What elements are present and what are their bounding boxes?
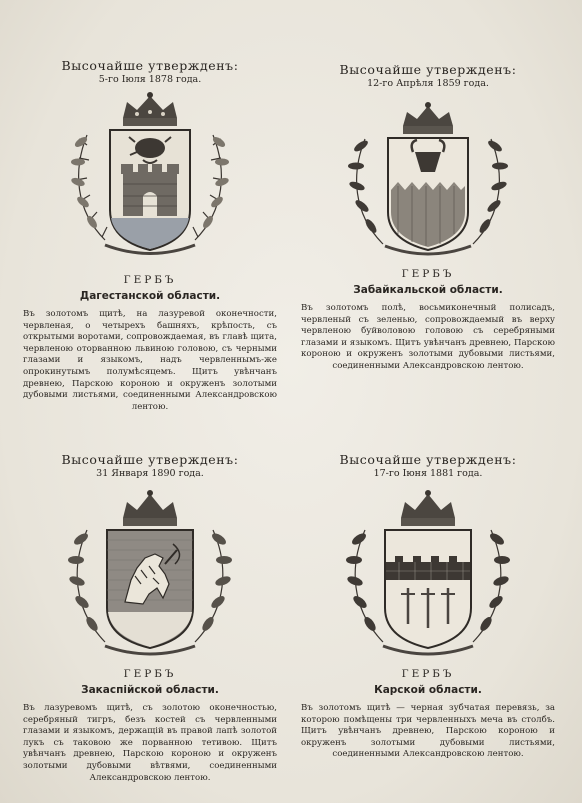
emblem-description: Въ золотомъ щитѣ — черная зубчатая перевязь, за которою помѣщены три червленныхъ меча въ столбъ. Щитъ увѣнчанъ древнею, Парскою короною и окруженъ золотыми дубовыми листьями, соединенными Александровскою лентою. [301,703,555,760]
approval-heading: Высочайше утвержденъ: [339,452,517,467]
approval-date: 17-го Іюня 1881 года. [373,468,483,479]
approval-date: 12-го Апрѣля 1859 года. [367,78,489,89]
emblem-description: Въ золотомъ щитѣ, на лазуревой оконечности, червленая, о четырехъ башняхъ, крѣпость, съ открытыми воротами, сопровождаемая, въ главѣ щита, червленою оторванною львиною головою, съ черными глазами и языкомъ, надъ червленнымъ-же опрокинутымъ полумѣсяцемъ. Щитъ увѣнчанъ древнею, Парскою короною и окруженъ золотыми дубовыми листьями, соединенными Александровскою лентою. [23,309,277,412]
zabaikalsk-coat-of-arms-image [343,94,513,264]
region-name: Закаспійской области. [81,684,219,696]
emblem-description: Въ золотомъ полѣ, восьмиконечный полисадъ, червленый съ зеленью, сопровождаемый въ верху червленою буйволовою головою съ серебряными глазами и языкомъ. Щитъ увѣнчанъ древнею, Парскою короною и окруженъ золотыми дубовыми листьями, соединенными Александровскою лентою. [301,303,555,371]
emblem-description: Въ лазуревомъ щитѣ, съ золотою оконечностью, серебряный тигръ, безъ костей съ червленными глазами и языкомъ, держащій въ правой лапѣ золотой лукъ съ таковою же порванною тетивою. Щитъ увѣнчанъ древнею, Парскою короною и окруженъ золотыми дубовыми вѣтвями, соединенными Александровскою лентою. [23,703,277,783]
emblem-heading: ГЕРБЪ [401,268,455,280]
approval-date: 31 Января 1890 года. [96,468,204,479]
emblem-heading: ГЕРБЪ [401,668,455,680]
zakaspiisk-coat-of-arms-image [65,484,235,664]
emblem-block-zabaikalsk [293,62,563,373]
region-name: Забайкальской области. [353,284,503,296]
approval-heading: Высочайше утвержденъ: [339,62,517,77]
approval-heading: Высочайше утвержденъ: [61,452,239,467]
approval-heading: Высочайше утвержденъ: [61,58,239,73]
emblem-heading: ГЕРБЪ [123,274,177,286]
emblem-block-zakaspiisk [15,452,285,784]
emblem-block-dagestan [15,58,285,413]
approval-date: 5-го Іюля 1878 года. [98,74,202,85]
dagestan-coat-of-arms-image [65,90,235,270]
kars-coat-of-arms-image [343,484,513,664]
emblem-heading: ГЕРБЪ [123,668,177,680]
emblem-block-kars [293,452,563,761]
region-name: Карской области. [374,684,482,696]
region-name: Дагестанской области. [79,290,221,302]
